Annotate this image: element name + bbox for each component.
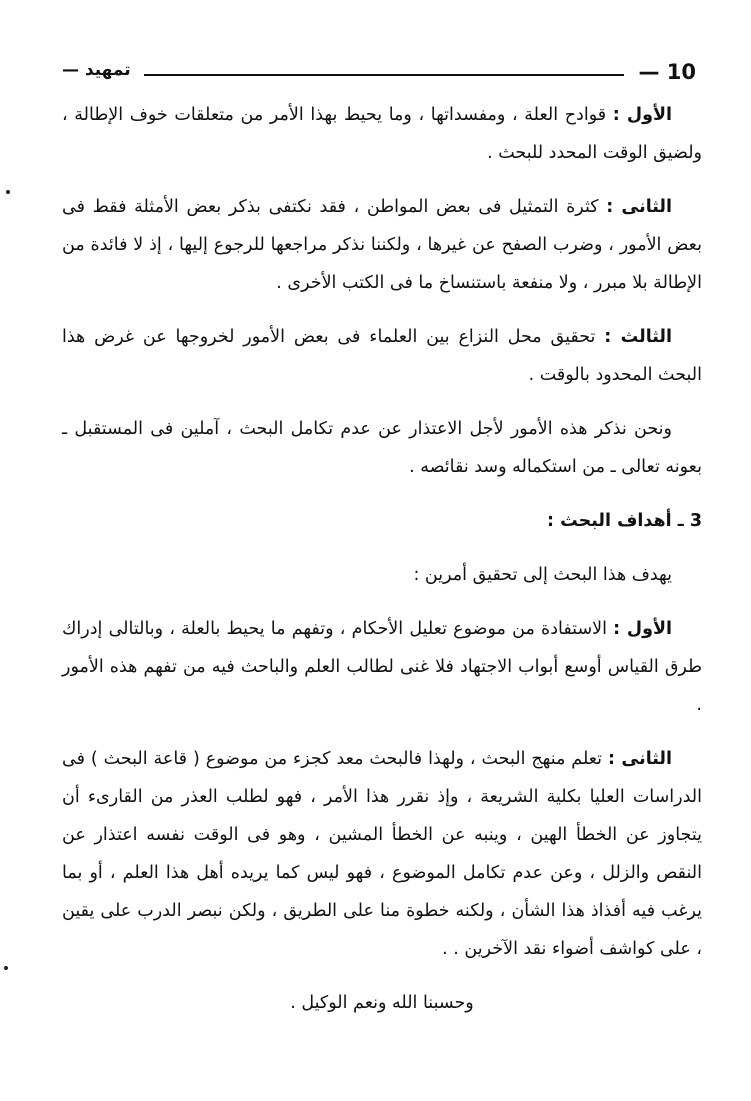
- paragraph-text: تعلم منهج البحث ، ولهذا فالبحث معد كجزء من موضوع ( قاعة البحث ) فى الدراسات العليا بكلية الشريعة ، وإذ نقرر هذا الأمر ، فهو لطلب العذر من القارىء أن يتجاوز عن الخطأ الهين ، وينبه عن الخطأ المشين ، وهو فى الوقت نفسه اعتذار عن النقص والزلل ، وعن عدم تكامل الموضوع ، فهو ليس كما يريده أهل هذا العلم ، أو بما يرغب فيه أفذاذ هذا الشأن ، ولكنه خطوة منا على الطريق ، ولكن نبصر الدرب على يقين ، على كواشف أضواء نقد الآخرين . .: [62, 749, 702, 959]
- scan-speck: [6, 190, 10, 194]
- book-page: [62, 0, 702, 1101]
- page-body: [62, 96, 702, 1038]
- paragraph-lead: الأول :: [612, 105, 673, 125]
- closing-line: وحسبنا الله ونعم الوكيل .: [290, 993, 474, 1013]
- page-header: [62, 58, 702, 88]
- paragraph-lead: الثانى :: [606, 197, 672, 217]
- paragraph-lead: الأول :: [613, 619, 672, 639]
- paragraph-lead: الثانى :: [607, 749, 672, 769]
- paragraph-third-limitation: [62, 318, 702, 394]
- header-rule: [144, 74, 624, 76]
- paragraph-first-goal: [62, 610, 702, 724]
- chapter-title: تمهيد —: [62, 60, 131, 80]
- paragraph-text: ونحن نذكر هذه الأمور لأجل الاعتذار عن عدم تكامل البحث ، آملين فى المستقبل ـ بعونه تعالى ـ من استكماله وسد نقائصه .: [62, 419, 702, 477]
- paragraph-text: قوادح العلة ، ومفسداتها ، وما يحيط بهذا الأمر من متعلقات خوف الإطالة ، ولضيق الوقت المحدد للبحث .: [62, 105, 702, 163]
- scan-speck: [4, 966, 8, 970]
- paragraph-second-goal: [62, 740, 702, 968]
- paragraph-goals-intro: [62, 556, 702, 594]
- paragraph-text: كثرة التمثيل فى بعض المواطن ، فقد نكتفى بذكر بعض الأمثلة فقط فى بعض الأمور ، وضرب الصفح عن غيرها ، ولكننا نذكر مراجعها للرجوع إليها ، إذ لا فائدة من الإطالة بلا مبرر ، ولا منفعة باستنساخ ما فى الكتب الأخرى .: [62, 197, 702, 293]
- paragraph-text: الاستفادة من موضوع تعليل الأحكام ، وتفهم ما يحيط بالعلة ، وبالتالى إدراك طرق القياس أوسع أبواب الاجتهاد فلا غنى لطالب العلم والباحث فيه من تفهم هذه الأمور .: [62, 619, 702, 715]
- paragraph-text: يهدف هذا البحث إلى تحقيق أمرين :: [413, 565, 672, 585]
- page-number: — 10: [638, 60, 696, 84]
- paragraph-apology: [62, 410, 702, 486]
- paragraph-text: تحقيق محل النزاع بين العلماء فى بعض الأمور لخروجها عن غرض هذا البحث المحدود بالوقت .: [62, 327, 702, 385]
- page-number-value: 10: [666, 60, 696, 84]
- paragraph-first-limitation: [62, 96, 702, 172]
- chapter-title-text: تمهيد: [84, 60, 131, 80]
- paragraph-second-limitation: [62, 188, 702, 302]
- paragraph-lead: الثالث :: [604, 327, 672, 347]
- section-heading: 3 ـ أهداف البحث :: [547, 511, 702, 531]
